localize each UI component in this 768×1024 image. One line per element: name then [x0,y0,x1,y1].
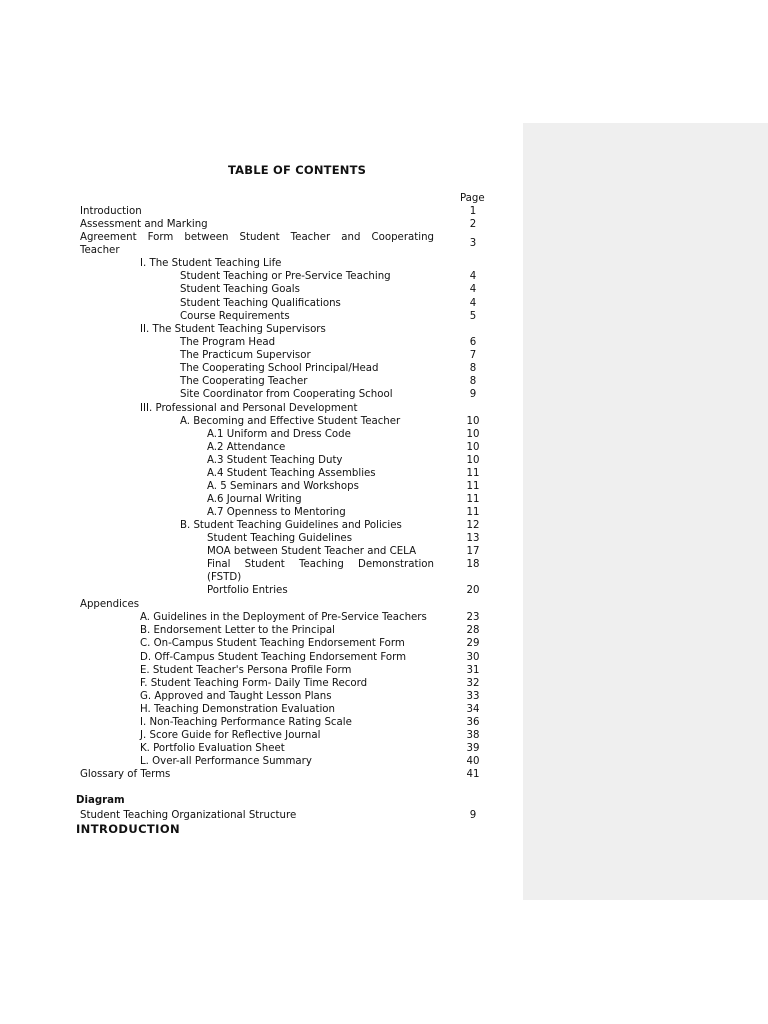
toc-entry-text: Assessment and Marking [80,219,208,230]
toc-entry-page: 8 [469,363,477,374]
toc-entry-text: A. Guidelines in the Deployment of Pre-Service Teachers [140,612,427,623]
toc-entry-text: Course Requirements [180,311,290,322]
toc-entry-text: D. Off-Campus Student Teaching Endorsement Form [140,652,407,663]
toc-entry-text: Appendices [80,599,140,610]
toc-entry-text: A.1 Uniform and Dress Code [207,429,351,440]
toc-entry-page: 11 [466,507,480,518]
toc-entry-text: H. Teaching Demonstration Evaluation [140,704,335,715]
toc-entry-page: 34 [466,704,480,715]
toc-entry-page: 39 [466,743,480,754]
diagram-heading: Diagram [76,795,125,806]
toc-entry-text: Student Teaching Goals [180,284,300,295]
toc-entry-page: 1 [469,206,477,217]
toc-entry-text: I. The Student Teaching Life [140,258,282,269]
toc-entry-text: Introduction [80,206,142,217]
toc-entry-text: Student Teaching or Pre-Service Teaching [180,271,391,282]
toc-entry-page: 11 [466,481,480,492]
toc-entry-text: Site Coordinator from Cooperating School [180,389,393,400]
toc-entry-page: 11 [466,494,480,505]
toc-entry-page: 23 [466,612,480,623]
toc-entry-text: Student Teaching Guidelines [207,533,353,544]
toc-entry-text: Glossary of Terms [80,769,171,780]
toc-entry-text: K. Portfolio Evaluation Sheet [140,743,285,754]
toc-entry-page: 7 [469,350,477,361]
toc-entry-text: A. 5 Seminars and Workshops [207,481,359,492]
toc-entry-page: 4 [469,271,477,282]
toc-entry-page: 3 [469,238,477,249]
toc-entry-text: E. Student Teacher's Persona Profile Form [140,665,352,676]
toc-entry-page: 38 [466,730,480,741]
toc-entry-page: 6 [469,337,477,348]
toc-entry-text: I. Non-Teaching Performance Rating Scale [140,717,352,728]
toc-entry-text-line1: Agreement Form between Student Teacher and Cooperating [80,232,434,243]
toc-entry-text: Portfolio Entries [207,585,288,596]
toc-entry-page: 28 [466,625,480,636]
toc-entry-page: 29 [466,638,480,649]
toc-entry-text-line2: Teacher [80,245,120,256]
toc-entry-text: A.7 Openness to Mentoring [207,507,346,518]
toc-entry-text: A.3 Student Teaching Duty [207,455,343,466]
toc-entry-text: The Practicum Supervisor [180,350,311,361]
toc-entry-text: Student Teaching Organizational Structure [80,810,297,821]
toc-entry-page: 11 [466,468,480,479]
toc-entry-text: B. Student Teaching Guidelines and Policies [180,520,402,531]
toc-entry-text: The Program Head [180,337,276,348]
toc-entry-text: L. Over-all Performance Summary [140,756,312,767]
toc-entry-page: 10 [466,442,480,453]
introduction-heading: INTRODUCTION [76,822,181,836]
toc-entry-page: 9 [469,389,477,400]
toc-entry-text: A.4 Student Teaching Assemblies [207,468,376,479]
toc-entry-text-line1: Final Student Teaching Demonstration [207,559,434,570]
toc-entry-page: 40 [466,756,480,767]
toc-entry-page: 4 [469,284,477,295]
toc-entry-page: 4 [469,298,477,309]
toc-entry-text: G. Approved and Taught Lesson Plans [140,691,332,702]
toc-entry-page: 32 [466,678,480,689]
toc-entry-page: 5 [469,311,477,322]
toc-entry-page: 10 [466,416,480,427]
toc-entry-text: J. Score Guide for Reflective Journal [140,730,321,741]
toc-entry-text: The Cooperating School Principal/Head [180,363,379,374]
toc-entry-page: 41 [466,769,480,780]
comment-pane [523,123,768,900]
toc-entry-page: 10 [466,429,480,440]
toc-entry-page: 33 [466,691,480,702]
toc-entry-text: III. Professional and Personal Development [140,403,358,414]
toc-entry-page: 8 [469,376,477,387]
toc-entry-page: 2 [469,219,477,230]
toc-entry-page: 31 [466,665,480,676]
page-column-header: Page [460,193,485,204]
toc-entry-text: Student Teaching Qualifications [180,298,341,309]
toc-entry-text: II. The Student Teaching Supervisors [140,324,326,335]
toc-entry-page: 9 [469,810,477,821]
toc-entry-text: MOA between Student Teacher and CELA [207,546,417,557]
toc-title: TABLE OF CONTENTS [228,163,367,177]
toc-entry-page: 18 [466,559,480,570]
toc-entry-page: 17 [466,546,480,557]
toc-entry-text: B. Endorsement Letter to the Principal [140,625,335,636]
toc-entry-page: 20 [466,585,480,596]
toc-entry-page: 36 [466,717,480,728]
toc-entry-text: A.6 Journal Writing [207,494,302,505]
toc-entry-text: C. On-Campus Student Teaching Endorsement Form [140,638,405,649]
toc-entry-text: The Cooperating Teacher [180,376,308,387]
toc-entry-text: A. Becoming and Effective Student Teacher [180,416,401,427]
toc-entry-text-line2: (FSTD) [207,572,242,583]
toc-entry-page: 10 [466,455,480,466]
toc-entry-text: F. Student Teaching Form- Daily Time Record [140,678,368,689]
toc-entry-page: 13 [466,533,480,544]
toc-entry-page: 12 [466,520,480,531]
toc-entry-text: A.2 Attendance [207,442,286,453]
toc-entry-page: 30 [466,652,480,663]
